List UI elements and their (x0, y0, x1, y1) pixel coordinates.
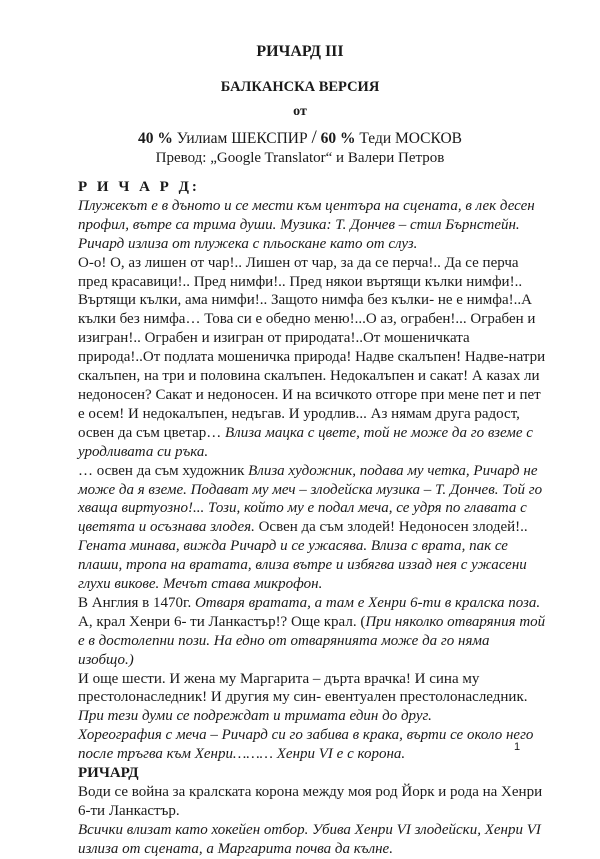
dialogue: И още шести. И жена му Маргарита – дърта врачка! И сина му престолонаследник! И другия му син- евентуален престолонаследник. (78, 670, 528, 706)
authors-line (0, 127, 600, 149)
stage-direction: Влиза художник, подава му четка, Ричард не може да я вземе. Подават му меч – злодейска музика – Т. Дончев. Той го хваща виртуозно!... Този, който му е подал меча, се удря по главата с цветята и осъзнава злодея. (78, 462, 543, 536)
author2-percent: 60 % (320, 130, 356, 147)
stage-direction: Всички влизат като хокейен отбор. Убива Хенри VI злодейски, Хенри VI излиза от сцената, а Маргарита почва да кълне. (78, 821, 541, 857)
dialogue: О-о! О, аз лишен от чар!.. Лишен от чар, за да се перча!.. Да се перча пред красавици!.. Пред нимфи!.. Пред някои въртящи кълки нимфи!.. Въртящи кълки, ама нимфи!.. Защото нимфа без кълки- не е нимфа!..А кълки без нимфа… Това си е обедно меню!...О аз, ограбен!... Ограбен и изигран!.. Ограбен и изигран от природата!..От мошеничката природа!..От подлата мошеничка природа! Надве скалъпен! Надве-натри скалъпен, на три и половина скалъпен. Недокалъпен и сакат! А казах ли недоносен? Сакат и недоносен. И на всичкото отгоре при мене пет и пет е осем! И недокалъпен, недъгав. И уродлив... Аз нямам друга радост, освен да съм цветар… (78, 254, 546, 441)
author1-percent: 40 % (137, 130, 173, 147)
stage-direction: Хореография с меча – Ричард си го забива в крака, върти се около него после тръгва към Хенри……… Хенри VI е с корона. (78, 727, 534, 763)
stage-direction: При тези думи се подреждат и тримата един до друг. (78, 708, 432, 725)
page-number: 1 (514, 741, 521, 753)
by-label: от (293, 104, 307, 119)
speaker-name: РИЧАРД (78, 765, 139, 782)
stage-direction: Влиза мацка с цвете, той не може да го вземе с уродливата си ръка. (78, 424, 533, 460)
stage-direction: Плужекът е в дъното и се мести към центъра на сцената, в лек десен профил, вътре са трима души. Музика: Т. Дончев – стил Бърнстейн. Ричард излиза от плужека с пльоскане като от слуз. (78, 197, 535, 252)
stage-direction: Гената минава, вижда Ричард и се ужасява. Влиза с врата, пак се плаши, тропа на вратата, влиза вътре и избягва иззад нея с ужасени глухи викове. Мечът става микрофон. (78, 538, 527, 593)
author-separator: / (311, 127, 317, 148)
translation-credit: Превод: „Google Translator“ и Валери Петров (155, 150, 445, 166)
dialogue: А, крал Хенри 6- ти Ланкастър!? Още крал. ( (78, 613, 366, 630)
play-subtitle: БАЛКАНСКА ВЕРСИЯ (220, 79, 380, 95)
play-title: РИЧАРД III (256, 43, 344, 60)
stage-direction: Отваря вратата, а там е Хенри 6-ти в кралска поза. (194, 594, 541, 611)
dialogue: Освен да съм злодей! Недоносен злодей!.. (258, 519, 528, 536)
dialogue: … освен да съм художник (78, 462, 249, 479)
play-text (78, 178, 548, 859)
author1-name: Уилиам ШЕКСПИР (176, 130, 308, 147)
dialogue: В Англия в 1470г. (78, 594, 192, 611)
speaker-name: Р И Ч А Р Д: (78, 179, 200, 195)
stage-direction: При няколко отваряния той е в достолепни пози. На едно от отварянията може да го няма изобщо.) (78, 613, 546, 668)
dialogue: Води се война за кралската корона между моя род Йорк и рода на Хенри 6-ти Ланкастър. (78, 784, 543, 819)
author2-name: Теди МОСКОВ (359, 130, 463, 147)
